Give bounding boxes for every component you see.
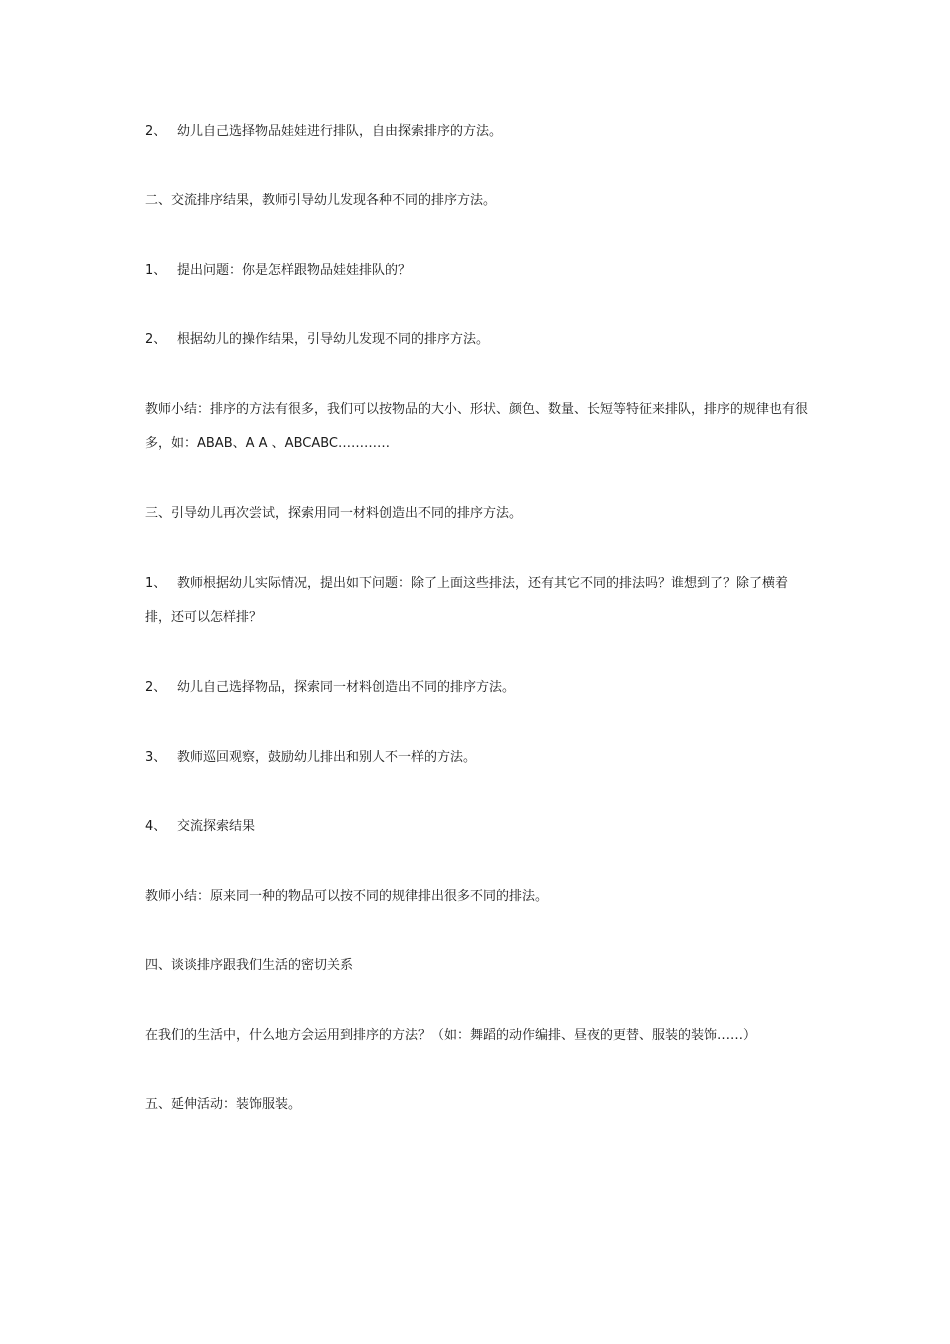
- paragraph-step-4-share: [145, 810, 813, 844]
- paragraph-step-3-observe: [145, 741, 813, 775]
- paragraph-step-1-teacher-question: [145, 567, 813, 635]
- list-number: 2、: [145, 332, 167, 347]
- paragraph-teacher-summary-1: [145, 393, 813, 461]
- paragraph-text: 教师小结：排序的方法有很多，我们可以按物品的大小、形状、颜色、数量、长短等特征来排队，排序的规律也有很多，如：ABAB、A A 、ABCABC…………: [145, 402, 809, 451]
- paragraph-step-2-explore: [145, 115, 813, 149]
- section-heading-5: [145, 1088, 813, 1122]
- paragraph-text: 四、谈谈排序跟我们生活的密切关系: [145, 958, 354, 973]
- paragraph-text: 五、延伸活动：装饰服装。: [145, 1097, 302, 1112]
- list-number: 2、: [145, 680, 167, 695]
- paragraph-life-question: [145, 1019, 813, 1053]
- section-heading-4: [145, 949, 813, 983]
- list-number: 1、: [145, 576, 167, 591]
- list-number: 2、: [145, 124, 167, 139]
- paragraph-teacher-summary-2: [145, 880, 813, 914]
- paragraph-step-2-choose: [145, 671, 813, 705]
- paragraph-text: 在我们的生活中，什么地方会运用到排序的方法？（如：舞蹈的动作编排、昼夜的更替、服装的装饰……）: [145, 1028, 757, 1043]
- list-number: 4、: [145, 819, 167, 834]
- paragraph-step-1-question: [145, 254, 813, 288]
- section-heading-2: [145, 184, 813, 218]
- paragraph-text: 幼儿自己选择物品娃娃进行排队，自由探索排序的方法。: [177, 124, 503, 139]
- paragraph-text: 教师小结：原来同一种的物品可以按不同的规律排出很多不同的排法。: [145, 889, 549, 904]
- paragraph-text: 根据幼儿的操作结果，引导幼儿发现不同的排序方法。: [177, 332, 490, 347]
- list-number: 3、: [145, 750, 167, 765]
- paragraph-text: 提出问题：你是怎样跟物品娃娃排队的？: [177, 263, 412, 278]
- paragraph-text: 教师根据幼儿实际情况，提出如下问题：除了上面这些排法，还有其它不同的排法吗？谁想到了？除了横着排，还可以怎样排？: [145, 576, 789, 625]
- section-heading-3: [145, 497, 813, 531]
- paragraph-text: 交流探索结果: [177, 819, 256, 834]
- list-number: 1、: [145, 263, 167, 278]
- paragraph-text: 幼儿自己选择物品，探索同一材料创造出不同的排序方法。: [177, 680, 516, 695]
- paragraph-text: 二、交流排序结果，教师引导幼儿发现各种不同的排序方法。: [145, 193, 497, 208]
- paragraph-step-2-guide: [145, 323, 813, 357]
- paragraph-text: 教师巡回观察，鼓励幼儿排出和别人不一样的方法。: [177, 750, 477, 765]
- paragraph-text: 三、引导幼儿再次尝试，探索用同一材料创造出不同的排序方法。: [145, 506, 523, 521]
